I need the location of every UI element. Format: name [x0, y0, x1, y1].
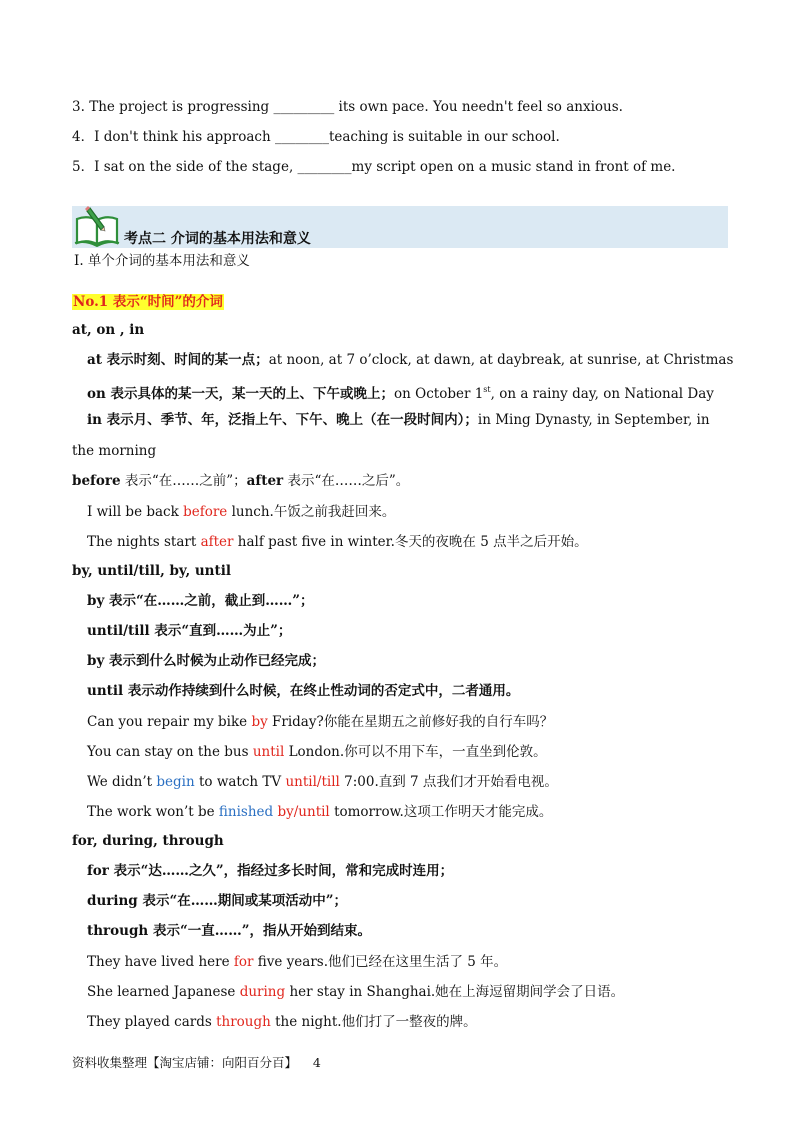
rule-text: until 表示动作持续到什么时候，在终止性动词的否定式中，二者通用。: [87, 683, 520, 699]
example-text: Friday?你能在星期五之前修好我的自行车吗？: [272, 714, 554, 730]
example-text: They played cards: [87, 1014, 212, 1030]
keyword-red: during: [239, 984, 286, 1000]
exercise-text: my script open on a music stand in front of me.: [351, 159, 676, 175]
example-text: You can stay on the bus: [87, 744, 249, 760]
example-text: lunch.午饭之前我赶回来。: [231, 504, 396, 520]
example-sentence: [87, 713, 553, 731]
example-text: five years.他们已经在这里生活了 5 年。: [257, 954, 508, 970]
exercise-text: teaching is suitable in our school.: [328, 129, 560, 145]
highlighted-heading: No.1 表示“时间”的介词: [73, 294, 223, 310]
rule-text: 表示“在……之前”；: [120, 473, 247, 489]
example-sentence: [87, 503, 395, 521]
example-sentence: [87, 533, 588, 551]
before-after-rule: [72, 472, 409, 490]
example-text: , on a rainy day, on National Day: [490, 386, 714, 402]
example-text: I will be back: [87, 504, 179, 520]
footer-text: 资料收集整理【淘宝店铺：向阳百分百】: [72, 1055, 298, 1070]
superscript: st: [483, 385, 491, 394]
rule-at: [87, 351, 733, 369]
example-sentence: [87, 803, 552, 821]
exercise-5: [72, 158, 675, 176]
example-text: in Ming Dynasty, in September, in: [477, 412, 710, 428]
rule-text: until/till 表示“直到……为止”；: [87, 623, 292, 639]
example-text: Can you repair my bike: [87, 714, 248, 730]
example-text: They have lived here: [87, 954, 230, 970]
rule-on: [87, 381, 714, 403]
rule-in: [87, 411, 710, 429]
group-heading: for, during, through: [72, 833, 224, 849]
exercise-4: [72, 128, 560, 146]
example-sentence: [87, 773, 558, 791]
page-footer: [72, 1053, 321, 1071]
exercise-3: [72, 98, 623, 116]
example-text: on October 1: [394, 386, 484, 402]
example-text: The work won’t be: [87, 804, 215, 820]
example-text: the night.他们打了一整夜的牌。: [275, 1014, 477, 1030]
answer-blank[interactable]: ________: [274, 129, 329, 145]
keyword-red: by: [251, 714, 268, 730]
example-text: at noon, at 7 o’clock, at dawn, at daybreak, at sunrise, at Christmas: [268, 352, 734, 368]
rule-in-continued: the morning: [72, 443, 157, 459]
rule-text: in 表示月、季节、年，泛指上午、下午、晚上（在一段时间内）；: [87, 412, 478, 428]
exercise-number: 3.: [72, 99, 85, 115]
example-text: The nights start: [87, 534, 197, 550]
keyword-blue: finished: [218, 804, 274, 820]
example-text: We didn’t: [87, 774, 153, 790]
rule-text: at 表示时刻、时间的某一点；: [87, 352, 269, 368]
keyword: before: [72, 473, 121, 489]
keyword-blue: begin: [156, 774, 195, 790]
example-text: to watch TV: [198, 774, 282, 790]
section-subtitle: Ⅰ. 单个介词的基本用法和意义: [74, 253, 250, 269]
rule-text: by 表示“在……之前，截止到……”；: [87, 593, 314, 609]
keyword-red: after: [200, 534, 234, 550]
answer-blank[interactable]: _________: [273, 99, 335, 115]
keyword-red: by/until: [277, 804, 330, 820]
category-heading: [72, 293, 224, 311]
example-text: her stay in Shanghai.她在上海逗留期间学会了日语。: [289, 984, 625, 1000]
keyword-red: before: [183, 504, 228, 520]
answer-blank[interactable]: ________: [297, 159, 352, 175]
exercise-number: 5．: [72, 159, 95, 175]
group-heading: at, on , in: [72, 322, 145, 338]
example-text: She learned Japanese: [87, 984, 236, 1000]
rule-text: 表示“在……之后”。: [283, 473, 410, 489]
exercise-number: 4．: [72, 129, 95, 145]
keyword-red: until/till: [285, 774, 340, 790]
exercise-text: its own pace. You needn't feel so anxious.: [338, 99, 623, 115]
keyword-red: for: [233, 954, 254, 970]
keyword-red: until: [252, 744, 285, 760]
book-pencil-icon: [74, 205, 122, 247]
group-heading: by, until/till, by, until: [72, 563, 231, 579]
rule-text: during 表示“在……期间或某项活动中”；: [87, 893, 347, 909]
example-text: tomorrow.这项工作明天才能完成。: [334, 804, 553, 820]
rule-text: for 表示“达……之久”，指经过多长时间，常和完成时连用；: [87, 863, 454, 879]
rule-text: by 表示到什么时候为止动作已经完成；: [87, 653, 325, 669]
section-title: 考点二 介词的基本用法和意义: [124, 231, 311, 247]
example-sentence: [87, 983, 624, 1001]
rule-text: on 表示具体的某一天，某一天的上、下午或晚上；: [87, 386, 395, 402]
keyword-red: through: [216, 1014, 271, 1030]
exercise-text: I don't think his approach: [94, 129, 271, 145]
page-number: 4: [312, 1055, 321, 1070]
example-sentence: [87, 953, 507, 971]
exercise-text: I sat on the side of the stage,: [94, 159, 294, 175]
example-text: half past five in winter.冬天的夜晚在 5 点半之后开始。: [237, 534, 588, 550]
example-text: 7:00.直到 7 点我们才开始看电视。: [344, 774, 558, 790]
exercise-text: The project is progressing: [89, 99, 270, 115]
rule-text: through 表示“一直……”，指从开始到结束。: [87, 923, 371, 939]
keyword: after: [246, 473, 284, 489]
example-sentence: [87, 743, 547, 761]
example-text: London.你可以不用下车，一直坐到伦敦。: [288, 744, 547, 760]
example-sentence: [87, 1013, 477, 1031]
